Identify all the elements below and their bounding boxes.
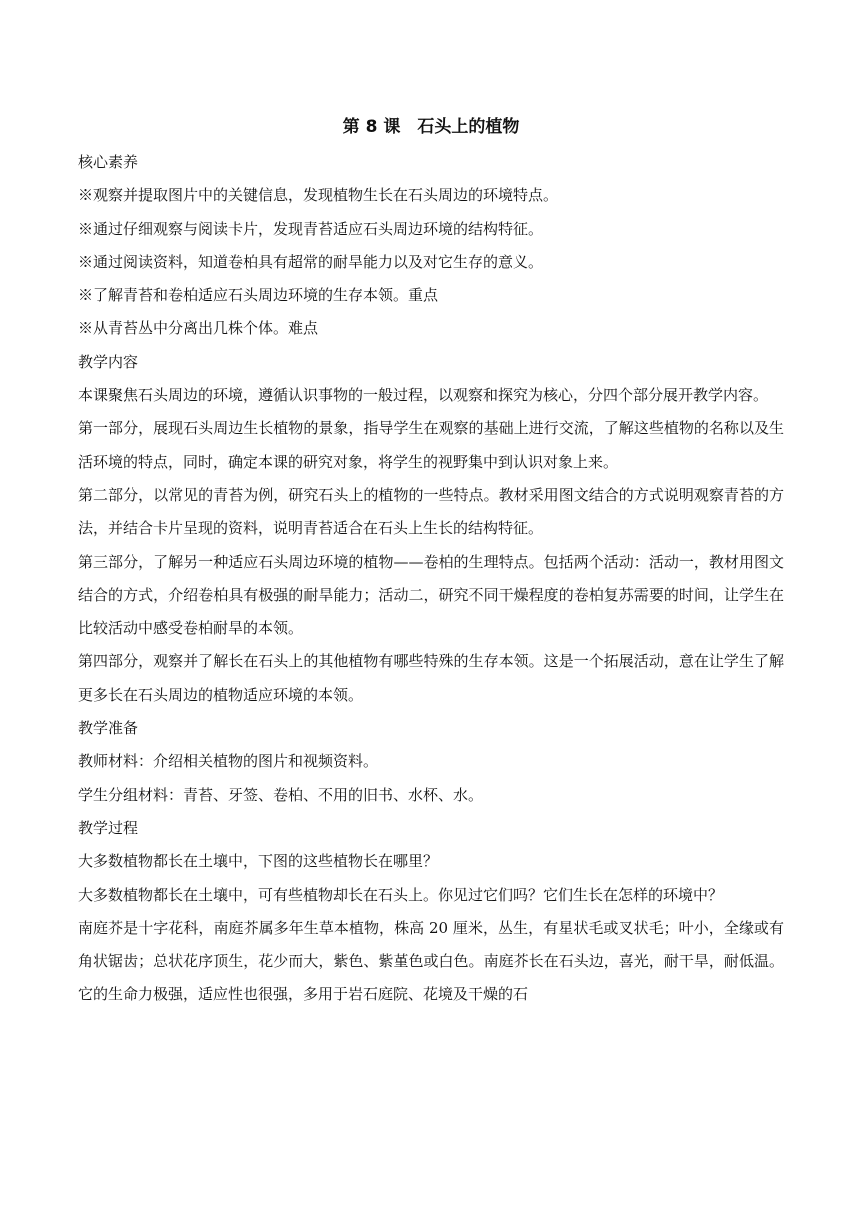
core-item: ※通过仔细观察与阅读卡片，发现青苔适应石头周边环境的结构特征。 [78,219,544,238]
prep-item: 学生分组材料：青苔、牙签、卷柏、不用的旧书、水杯、水。 [78,785,484,804]
teaching-process-heading: 教学过程 [78,818,139,837]
teaching-content-heading: 教学内容 [78,352,139,371]
content-paragraph: 第三部分，了解另一种适应石头周边环境的植物——卷柏的生理特点。包括两个活动：活动一，教材用图文结合的方式，介绍卷柏具有极强的耐旱能力；活动二，研究不同干燥程度的卷柏复苏需要的时间，让学生在比较活动中感受卷柏耐旱的本领。 [78,552,784,638]
core-item: ※通过阅读资料，知道卷柏具有超常的耐旱能力以及对它生存的意义。 [78,252,544,271]
core-item: ※了解青苔和卷柏适应石头周边环境的生存本领。重点 [78,286,439,305]
document-page [78,110,784,1012]
process-paragraph: 大多数植物都长在土壤中，可有些植物却长在石头上。你见过它们吗？它们生长在怎样的环境中？ [78,885,724,904]
core-item: ※观察并提取图片中的关键信息，发现植物生长在石头周边的环境特点。 [78,186,559,205]
process-paragraph: 南庭芥是十字花科，南庭芥属多年生草本植物，株高 20 厘米，丛生，有星状毛或叉状毛；叶小，全缘或有角状锯齿；总状花序顶生，花少而大，紫色、紫堇色或白色。南庭芥长在石头边，喜光，耐干旱，耐低温。它的生命力极强，适应性也很强，多用于岩石庭院、花境及干燥的石 [78,918,784,1004]
content-paragraph: 第二部分，以常见的青苔为例，研究石头上的植物的一些特点。教材采用图文结合的方式说明观察青苔的方法，并结合卡片呈现的资料，说明青苔适合在石头上生长的结构特征。 [78,485,784,538]
core-literacy-heading: 核心素养 [78,153,139,171]
teaching-prep-heading: 教学准备 [78,719,139,738]
content-paragraph: 本课聚焦石头周边的环境，遵循认识事物的一般过程，以观察和探究为核心，分四个部分展开教学内容。 [78,386,769,405]
prep-item: 教师材料：介绍相关植物的图片和视频资料。 [78,752,379,771]
content-paragraph: 第四部分，观察并了解长在石头上的其他植物有哪些特殊的生存本领。这是一个拓展活动，意在让学生了解更多长在石头周边的植物适应环境的本领。 [78,652,784,704]
lesson-title: 第 8 课 石头上的植物 [342,117,520,137]
content-paragraph: 第一部分，展现石头周边生长植物的景象，指导学生在观察的基础上进行交流，了解这些植物的名称以及生活环境的特点，同时，确定本课的研究对象，将学生的视野集中到认识对象上来。 [78,419,784,471]
core-item: ※从青苔丛中分离出几株个体。难点 [78,319,319,338]
process-paragraph: 大多数植物都长在土壤中，下图的这些植物长在哪里？ [78,852,439,871]
